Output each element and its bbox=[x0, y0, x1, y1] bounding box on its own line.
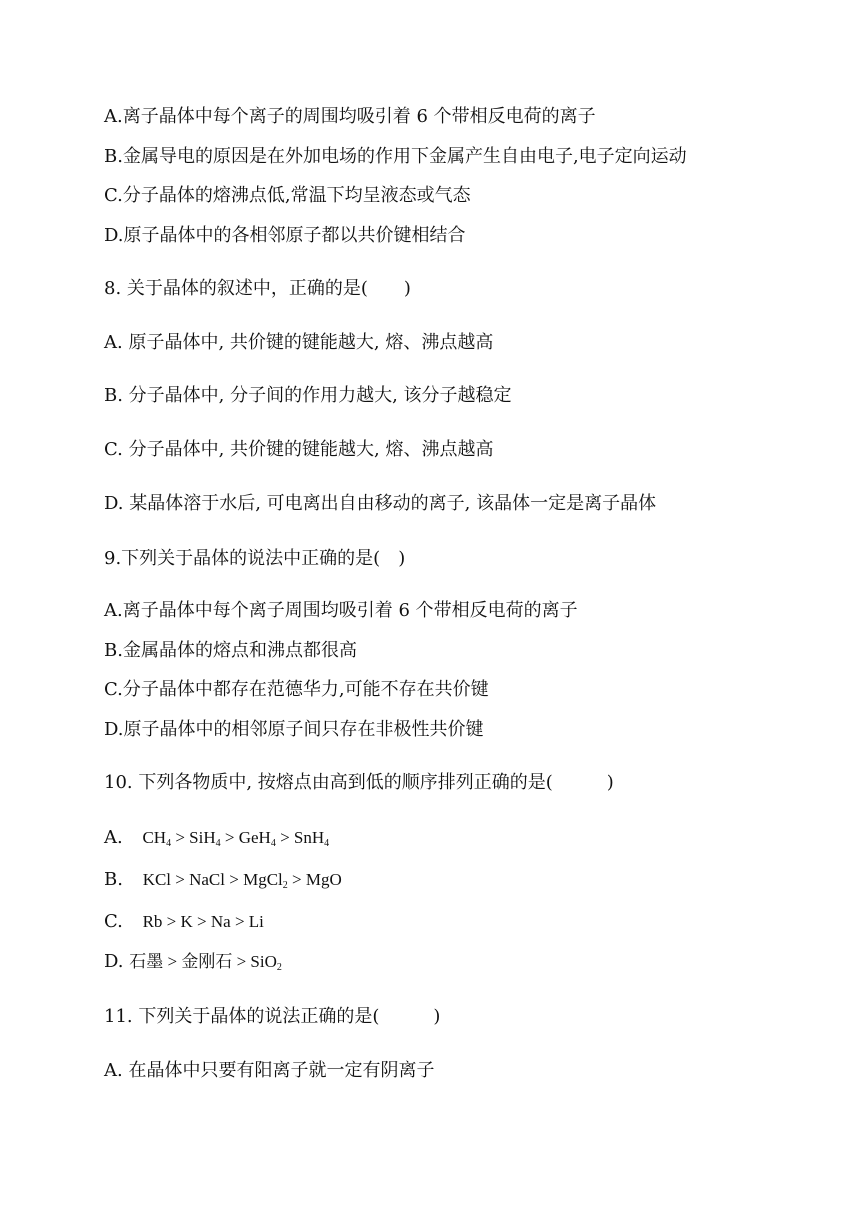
q9-option-c: C.分子晶体中都存在范德华力,可能不存在共价键 bbox=[104, 679, 489, 700]
option-b: B.金属导电的原因是在外加电场的作用下金属产生自由电子,电子定向运动 bbox=[104, 146, 687, 167]
formula: $CH_4 > SiH_4 > GeH_4 > SnH_4$ bbox=[142, 828, 330, 849]
q9-option-b: B.金属晶体的熔点和沸点都很高 bbox=[104, 640, 357, 661]
q8-option-c: C. 分子晶体中, 共价键的键能越大, 熔、沸点越高 bbox=[104, 439, 494, 460]
q11-option-a: A. 在晶体中只要有阳离子就一定有阴离子 bbox=[104, 1060, 435, 1081]
q8-option-b: B. 分子晶体中, 分子间的作用力越大, 该分子越稳定 bbox=[104, 385, 512, 406]
q10-option-a bbox=[104, 826, 329, 856]
q10-option-d bbox=[104, 950, 282, 980]
q10-option-c bbox=[104, 910, 264, 934]
question-10-stem: 10. 下列各物质中, 按熔点由高到低的顺序排列正确的是( ) bbox=[104, 772, 614, 793]
q9-option-d: D.原子晶体中的相邻原子间只存在非极性共价键 bbox=[104, 719, 484, 740]
q10-option-b bbox=[104, 868, 342, 898]
question-11-stem: 11. 下列关于晶体的说法正确的是( ) bbox=[104, 1006, 441, 1027]
option-label: C. bbox=[104, 911, 123, 932]
option-a: A.离子晶体中每个离子的周围均吸引着 6 个带相反电荷的离子 bbox=[104, 106, 596, 127]
q8-option-a: A. 原子晶体中, 共价键的键能越大, 熔、沸点越高 bbox=[104, 332, 494, 353]
option-label: D. bbox=[104, 951, 124, 972]
q8-option-d: D. 某晶体溶于水后, 可电离出自由移动的离子, 该晶体一定是离子晶体 bbox=[104, 493, 657, 514]
formula: 石墨 > 金刚石 > SiO$_2$ bbox=[129, 952, 282, 973]
question-9-stem: 9.下列关于晶体的说法中正确的是( ) bbox=[104, 548, 406, 569]
q9-option-a: A.离子晶体中每个离子周围均吸引着 6 个带相反电荷的离子 bbox=[104, 600, 578, 621]
formula: KCl > NaCl > MgCl$_2$ > MgO bbox=[142, 870, 342, 891]
option-label: B. bbox=[104, 869, 123, 890]
question-8-stem: 8. 关于晶体的叙述中，正确的是( ) bbox=[104, 278, 411, 299]
option-label: A. bbox=[104, 827, 123, 848]
option-d: D.原子晶体中的各相邻原子都以共价键相结合 bbox=[104, 225, 466, 246]
option-c: C.分子晶体的熔沸点低,常温下均呈液态或气态 bbox=[104, 185, 471, 206]
formula: Rb > K > Na > Li bbox=[142, 912, 264, 931]
